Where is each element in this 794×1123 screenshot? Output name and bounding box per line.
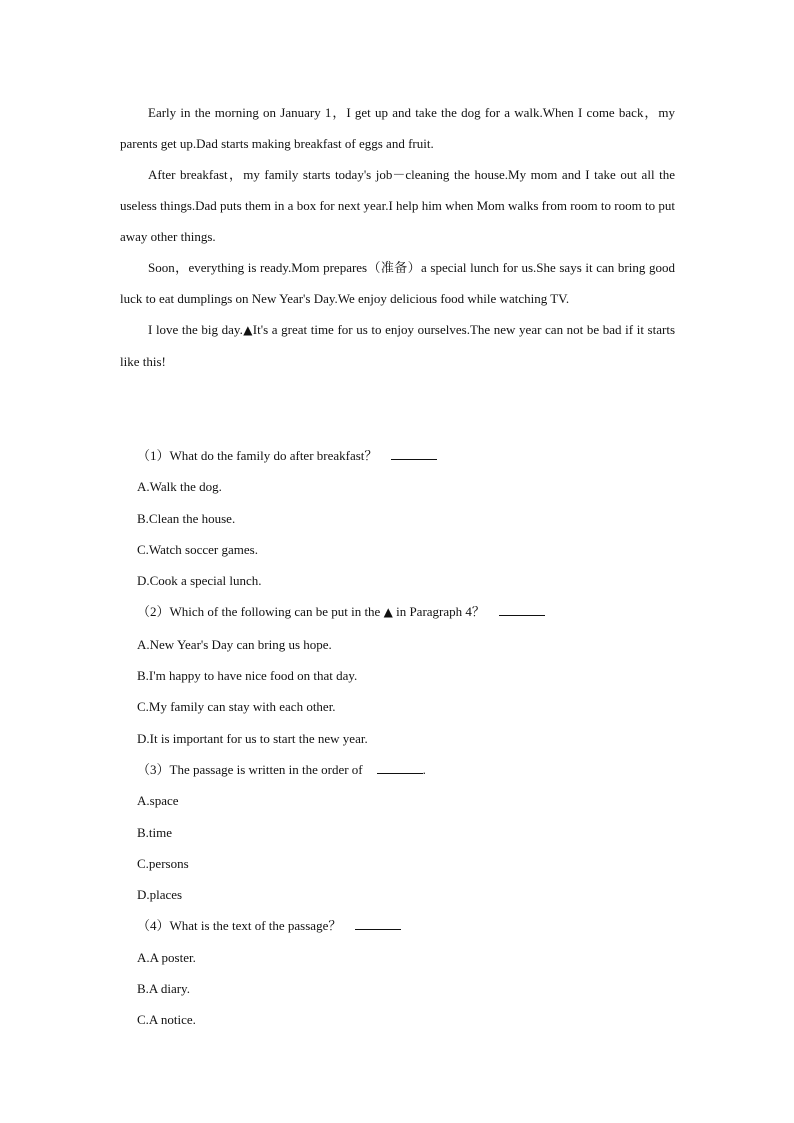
question-2	[137, 596, 677, 628]
option-a: A.space	[137, 793, 179, 809]
question-3	[137, 754, 677, 785]
answer-blank	[391, 449, 437, 460]
question-1	[137, 440, 677, 471]
paragraph-4-end: It's a great time for us to enjoy ourselves.The new year can not be bad if it starts like this!	[120, 322, 675, 369]
paragraph-4-start: I love the big day.	[148, 322, 243, 337]
question-stem-end: in Paragraph 4？	[392, 604, 485, 620]
option-c: C.persons	[137, 855, 189, 871]
option-b: B.I'm happy to have nice food on that day.	[137, 668, 358, 684]
triangle-icon: ▲	[383, 605, 393, 620]
option-a: A.New Year's Day can bring us hope.	[137, 636, 332, 652]
question-stem: （1）What do the family do after breakfast？	[137, 448, 378, 463]
option-b: B.Clean the house.	[137, 510, 236, 526]
option-b: B.A diary.	[137, 981, 190, 997]
question-stem-start: （2）Which of the following can be put in the	[137, 604, 384, 620]
answer-blank	[499, 605, 545, 616]
question-stem: （3）The passage is written in the order of	[137, 761, 363, 777]
reading-passage	[120, 97, 675, 377]
option-d: D.places	[137, 887, 183, 903]
option-c: C.My family can stay with each other.	[137, 699, 336, 715]
option-c: C.A notice.	[137, 1012, 196, 1028]
question-stem-period: .	[422, 761, 426, 777]
option-d: D.Cook a special lunch.	[137, 573, 262, 589]
option-c: C.Watch soccer games.	[137, 541, 258, 557]
answer-blank	[377, 763, 423, 774]
paragraph-2: After breakfast，my family starts today's job－cleaning the house.My mom and I take out all the useless things.Dad puts them in a box for next year.I help him when Mom walks from room to room to put away other things.	[120, 167, 675, 244]
triangle-blank-marker: ▲	[242, 323, 253, 337]
option-a: A.A poster.	[137, 949, 196, 965]
question-list	[137, 440, 677, 1036]
paragraph-4	[120, 314, 675, 377]
option-d: D.It is important for us to start the new year.	[137, 730, 368, 746]
paragraph-1: Early in the morning on January 1，I get up and take the dog for a walk.When I come back，my parents get up.Dad starts making breakfast of eggs and fruit.	[120, 105, 675, 151]
question-4	[137, 910, 677, 941]
option-a: A.Walk the dog.	[137, 479, 222, 495]
option-b: B.time	[137, 824, 173, 840]
answer-blank	[355, 919, 401, 930]
question-stem: （4）What is the text of the passage？	[137, 918, 342, 934]
paragraph-3: Soon，everything is ready.Mom prepares（准备）a special lunch for us.She says it can bring good luck to eat dumplings on New Year's Day.We enjoy delicious food while watching TV.	[120, 260, 675, 306]
